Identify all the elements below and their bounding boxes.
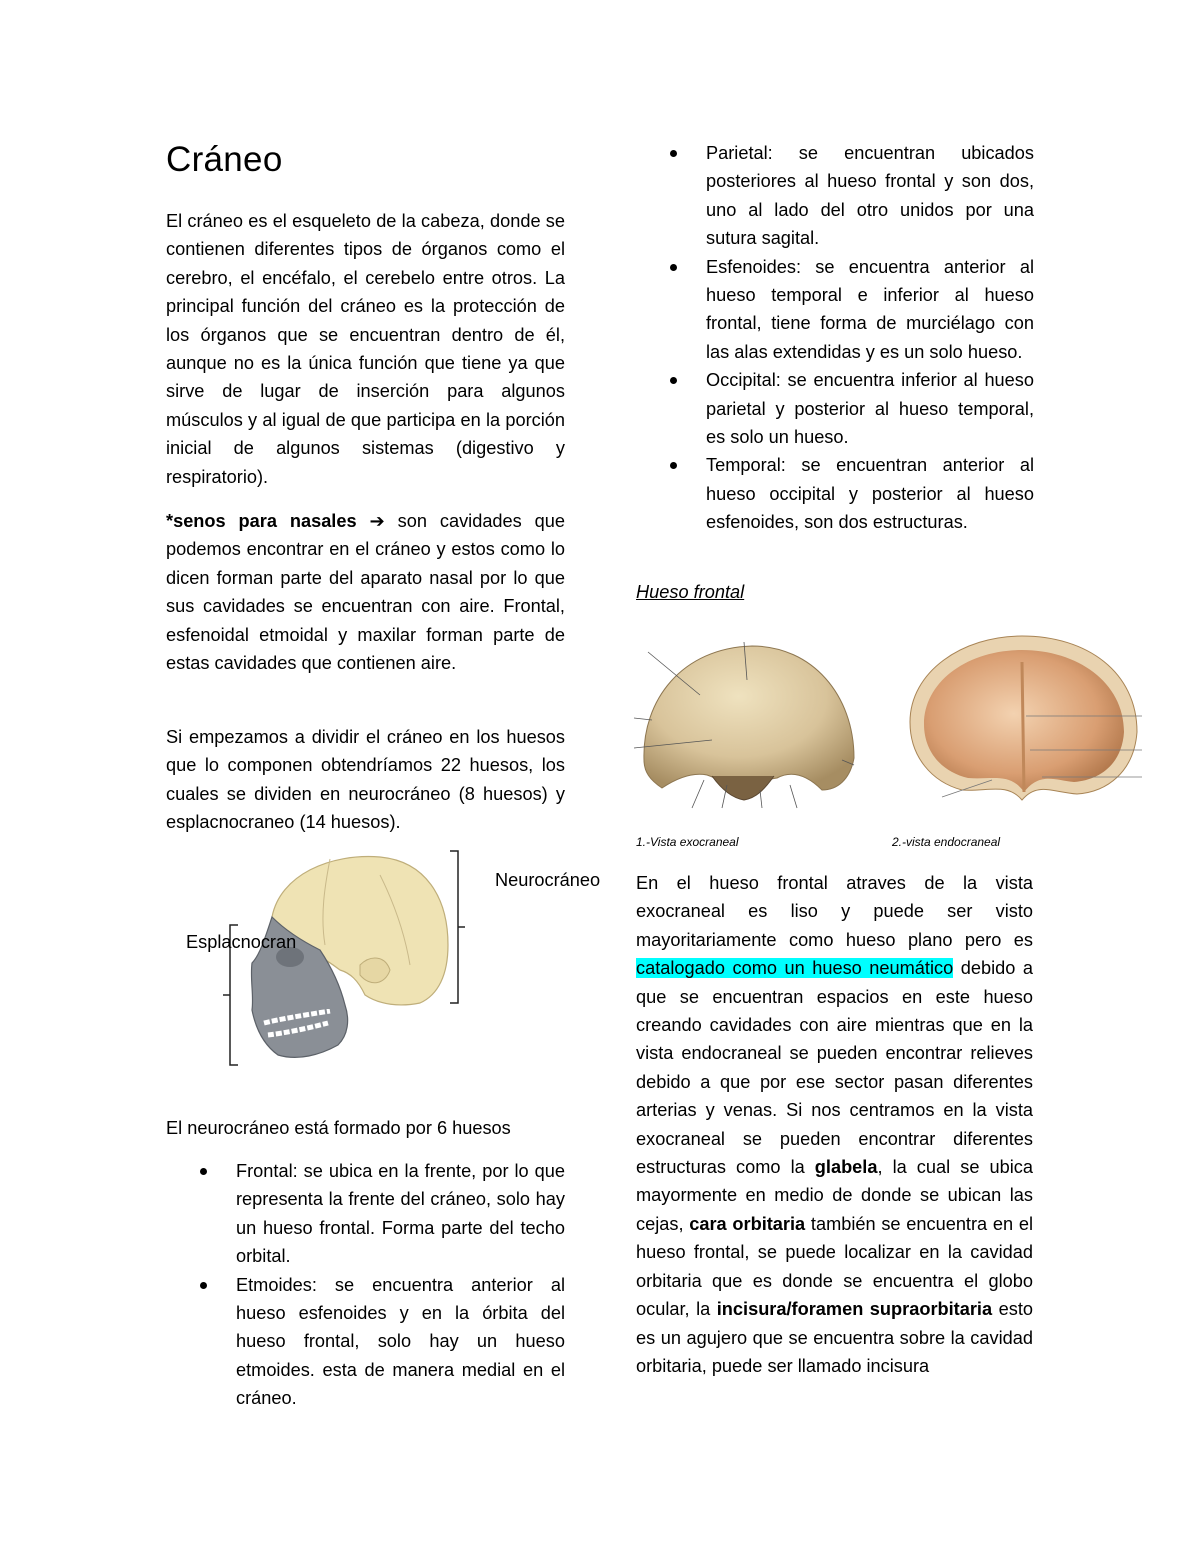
cara-orbitaria-term: cara orbitaria (689, 1213, 806, 1234)
list-item: Frontal: se ubica en la frente, por lo que representa la frente del cráneo, solo hay un hueso frontal. Forma parte del techo orbital. (166, 1157, 565, 1271)
right-bullet-list (636, 139, 1034, 537)
list-item: Parietal: se encuentran ubicados posteriores al hueso frontal y son dos, uno al lado del otro unidos por una sutura sagital. (636, 139, 1034, 253)
page-title: Cráneo (166, 140, 283, 179)
caption-exocranial: 1.-Vista exocraneal (636, 835, 739, 849)
bullet-icon (670, 264, 677, 271)
frontal-bone-endocranial-image (902, 632, 1142, 802)
incisura-term: incisura/foramen supraorbitaria (716, 1299, 993, 1320)
bullet-icon (670, 150, 677, 157)
list-item: Temporal: se encuentran anterior al hueso occipital y posterior al hueso esfenoides, son dos estructuras. (636, 451, 1034, 536)
highlighted-text: catalogado como un hueso neumático (636, 958, 954, 979)
glabela-term: glabela (814, 1157, 878, 1178)
senos-paragraph (166, 507, 565, 677)
intro-paragraph: El cráneo es el esqueleto de la cabeza, donde se contienen diferentes tipos de órganos como el cerebro, el encéfalo, el cerebelo entre otros. La principal función del cráneo es la protección de los órganos que se encuentran dentro de él, aunque no es la única función que tiene ya que sirve de lugar de inserción para algunos músculos y al igual de que participa en la porción inicial de algunos sistemas (digestivo y respiratorio). (166, 211, 565, 487)
left-bullet-list (166, 1157, 565, 1413)
division-paragraph: Si empezamos a dividir el cráneo en los huesos que lo componen obtendríamos 22 huesos, los cuales se dividen en neurocráneo (8 huesos) y esplacnocraneo (14 huesos). (166, 727, 565, 833)
senos-text: son cavidades que podemos encontrar en el cráneo y estos como lo dicen forman parte del aparato nasal por lo que sus cavidades se encuentran con aire. Frontal, esfenoidal etmoidal y maxilar forman parte de estas cavidades que contienen aire. (166, 511, 565, 674)
list-item: Etmoides: se encuentra anterior al hueso esfenoides y en la órbita del hueso frontal, solo hay un hueso etmoides. esta de manera medial en el cráneo. (166, 1271, 565, 1413)
frontal-bone-paragraph: En el hueso frontal atraves de la vista exocraneal es liso y puede ser visto mayoritariamente como hueso plano pero es catalogado como un hueso neumático debido a que se encuentran espacios en este hueso creando cavidades con aire mientras que en la vista endocraneal se pueden encontrar relieves debido a que por ese sector pasan diferentes arterias y venas. Si nos centramos en la vista exocraneal se pueden encontrar diferentes estructuras como la glabela, la cual se ubica mayormente en medio de donde se ubican las cejas, cara orbitaria también se encuentra en el hueso frontal, se puede localizar en la cavidad orbitaria que es donde se encuentra el globo ocular, la incisura/foramen supraorbitaria esto es un agujero que se encuentra sobre la cavidad orbitaria, puede ser llamado incisura (636, 873, 1033, 1376)
bullet-icon (200, 1168, 207, 1175)
neurocraneo-intro: El neurocráneo está formado por 6 huesos (166, 1118, 511, 1138)
skull-illustration (180, 845, 480, 1075)
frontal-bone-exocranial-image (632, 640, 857, 810)
bullet-icon (670, 462, 677, 469)
bullet-icon (670, 377, 677, 384)
senos-term: *senos para nasales (166, 511, 357, 531)
neurocraneo-label: Neurocráneo (495, 870, 601, 890)
list-item: Occipital: se encuentra inferior al hueso parietal y posterior al hueso temporal, es solo un hueso. (636, 366, 1034, 451)
arrow-icon: ➔ (369, 511, 385, 531)
caption-endocranial: 2.-vista endocraneal (892, 835, 1001, 849)
esplacnocraneo-label: Esplacnocran (186, 932, 297, 952)
hueso-frontal-heading: Hueso frontal (636, 582, 745, 602)
list-item: Esfenoides: se encuentra anterior al hueso temporal e inferior al hueso frontal, tiene forma de murciélago con las alas extendidas y es un solo hueso. (636, 253, 1034, 367)
bullet-icon (200, 1282, 207, 1289)
